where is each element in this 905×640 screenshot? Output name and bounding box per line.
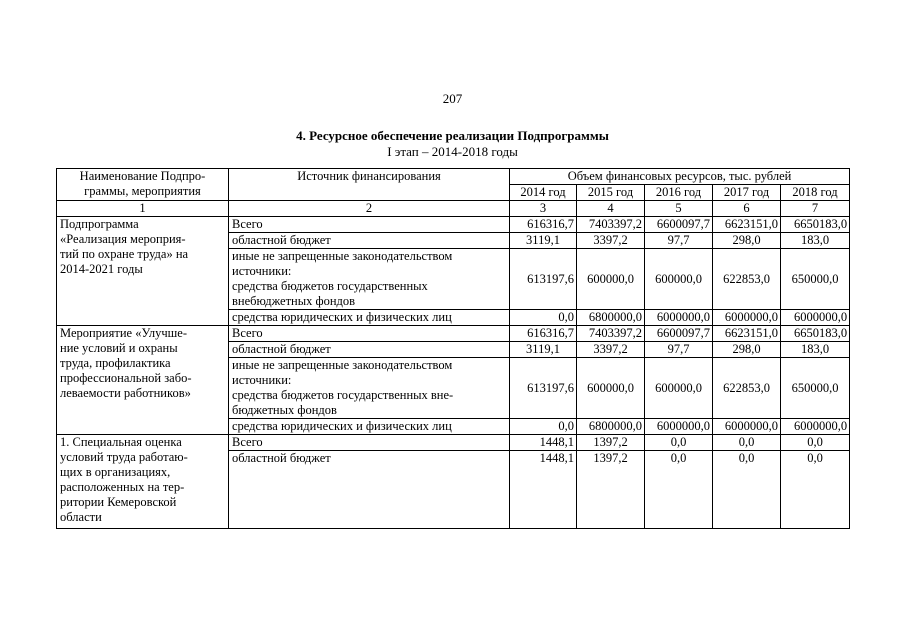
value-cell: 6650183,0 (781, 217, 850, 233)
value-cell: 600000,0 (645, 358, 713, 419)
table-row (57, 326, 850, 342)
value-cell: 0,0 (781, 451, 850, 529)
value-cell: 6000000,0 (713, 310, 781, 326)
measure-name-line: расположенных на тер- (60, 480, 185, 494)
col-number: 4 (577, 201, 645, 217)
value-cell: 6600097,7 (645, 326, 713, 342)
value-cell: 616316,7 (510, 217, 577, 233)
value-cell: 0,0 (713, 435, 781, 451)
value-cell: 3119,1 (510, 342, 577, 358)
value-cell: 298,0 (713, 342, 781, 358)
source-line: источники: (232, 264, 292, 278)
measure-name-line: щих в организациях, (60, 465, 171, 479)
source-line: иные не запрещенные законодательством (232, 249, 453, 263)
measure-name-line: области (60, 510, 102, 524)
page-number: 207 (442, 91, 463, 106)
value-cell: 600000,0 (645, 249, 713, 310)
value-cell: 6000000,0 (781, 419, 850, 435)
value-cell: 1448,1 (510, 451, 577, 529)
value-cell: 3119,1 (510, 233, 577, 249)
resource-table (56, 168, 850, 529)
source-line: средства бюджетов государственных вне- (232, 388, 454, 402)
program-name-line: 2014-2021 годы (60, 262, 143, 276)
section-heading: 4. Ресурсное обеспечение реализации Подпрограммы (296, 128, 609, 143)
source-cell: средства юридических и физических лиц (229, 419, 510, 435)
source-cell: Всего (229, 326, 510, 342)
value-cell: 6800000,0 (577, 419, 645, 435)
col-number: 1 (57, 201, 229, 217)
value-cell: 600000,0 (577, 358, 645, 419)
measure-name-line: 1. Специальная оценка (60, 435, 182, 449)
value-cell: 1448,1 (510, 435, 577, 451)
source-line: источники: (232, 373, 292, 387)
value-cell: 613197,6 (510, 358, 577, 419)
value-cell: 0,0 (510, 419, 577, 435)
activity-name-cell (57, 326, 229, 435)
header-year: 2016 год (645, 185, 713, 201)
section-subheading: I этап – 2014-2018 годы (387, 144, 518, 159)
col-number: 5 (645, 201, 713, 217)
value-cell: 6623151,0 (713, 326, 781, 342)
value-cell: 3397,2 (577, 342, 645, 358)
header-name-line: Наименование Подпро- (79, 169, 206, 183)
value-cell: 6600097,7 (645, 217, 713, 233)
value-cell: 6623151,0 (713, 217, 781, 233)
col-number: 2 (229, 201, 510, 217)
value-cell: 650000,0 (781, 249, 850, 310)
source-cell (229, 249, 510, 310)
value-cell: 6000000,0 (645, 419, 713, 435)
program-name-line: Подпрограмма (60, 217, 139, 231)
header-name-line: граммы, мероприятия (84, 184, 201, 198)
value-cell: 298,0 (713, 233, 781, 249)
value-cell: 6650183,0 (781, 326, 850, 342)
header-year: 2014 год (510, 185, 577, 201)
activity-name-line: ние условий и охраны (60, 341, 178, 355)
program-name-line: тий по охране труда» на (60, 247, 189, 261)
value-cell: 6800000,0 (577, 310, 645, 326)
value-cell: 1397,2 (577, 435, 645, 451)
source-line: средства бюджетов государственных (232, 279, 428, 293)
header-volume-cell: Объем финансовых ресурсов, тыс. рублей (510, 169, 850, 185)
source-line: иные не запрещенные законодательством (232, 358, 453, 372)
value-cell: 622853,0 (713, 358, 781, 419)
col-number: 3 (510, 201, 577, 217)
header-year: 2017 год (713, 185, 781, 201)
value-cell: 183,0 (781, 342, 850, 358)
source-line: бюджетных фондов (232, 403, 337, 417)
header-year: 2015 год (577, 185, 645, 201)
activity-name-line: труда, профилактика (60, 356, 171, 370)
source-cell: Всего (229, 435, 510, 451)
table-row (57, 217, 850, 233)
source-line: внебюджетных фондов (232, 294, 356, 308)
value-cell: 6000000,0 (645, 310, 713, 326)
value-cell: 183,0 (781, 233, 850, 249)
value-cell: 622853,0 (713, 249, 781, 310)
value-cell: 613197,6 (510, 249, 577, 310)
activity-name-line: Мероприятие «Улучше- (60, 326, 188, 340)
value-cell: 7403397,2 (577, 217, 645, 233)
header-name-cell (57, 169, 229, 201)
source-cell: областной бюджет (229, 451, 510, 529)
source-cell (229, 358, 510, 419)
value-cell: 0,0 (713, 451, 781, 529)
value-cell: 650000,0 (781, 358, 850, 419)
col-number: 6 (713, 201, 781, 217)
measure-name-line: условий труда работаю- (60, 450, 188, 464)
value-cell: 1397,2 (577, 451, 645, 529)
value-cell: 0,0 (781, 435, 850, 451)
header-source-cell: Источник финансирования (229, 169, 510, 201)
measure-name-cell (57, 435, 229, 529)
table-row (57, 435, 850, 451)
value-cell: 7403397,2 (577, 326, 645, 342)
column-number-row (57, 201, 850, 217)
activity-name-line: профессиональной забо- (60, 371, 192, 385)
source-cell: Всего (229, 217, 510, 233)
value-cell: 600000,0 (577, 249, 645, 310)
program-name-line: «Реализация мероприя- (60, 232, 186, 246)
col-number: 7 (781, 201, 850, 217)
value-cell: 0,0 (645, 451, 713, 529)
value-cell: 0,0 (510, 310, 577, 326)
value-cell: 616316,7 (510, 326, 577, 342)
value-cell: 6000000,0 (713, 419, 781, 435)
value-cell: 3397,2 (577, 233, 645, 249)
header-year: 2018 год (781, 185, 850, 201)
value-cell: 97,7 (645, 342, 713, 358)
measure-name-line: ритории Кемеровской (60, 495, 177, 509)
value-cell: 97,7 (645, 233, 713, 249)
source-cell: областной бюджет (229, 233, 510, 249)
header-row-1 (57, 169, 850, 185)
value-cell: 0,0 (645, 435, 713, 451)
value-cell: 6000000,0 (781, 310, 850, 326)
source-cell: средства юридических и физических лиц (229, 310, 510, 326)
source-cell: областной бюджет (229, 342, 510, 358)
activity-name-line: леваемости работников» (60, 386, 191, 400)
program-name-cell (57, 217, 229, 326)
